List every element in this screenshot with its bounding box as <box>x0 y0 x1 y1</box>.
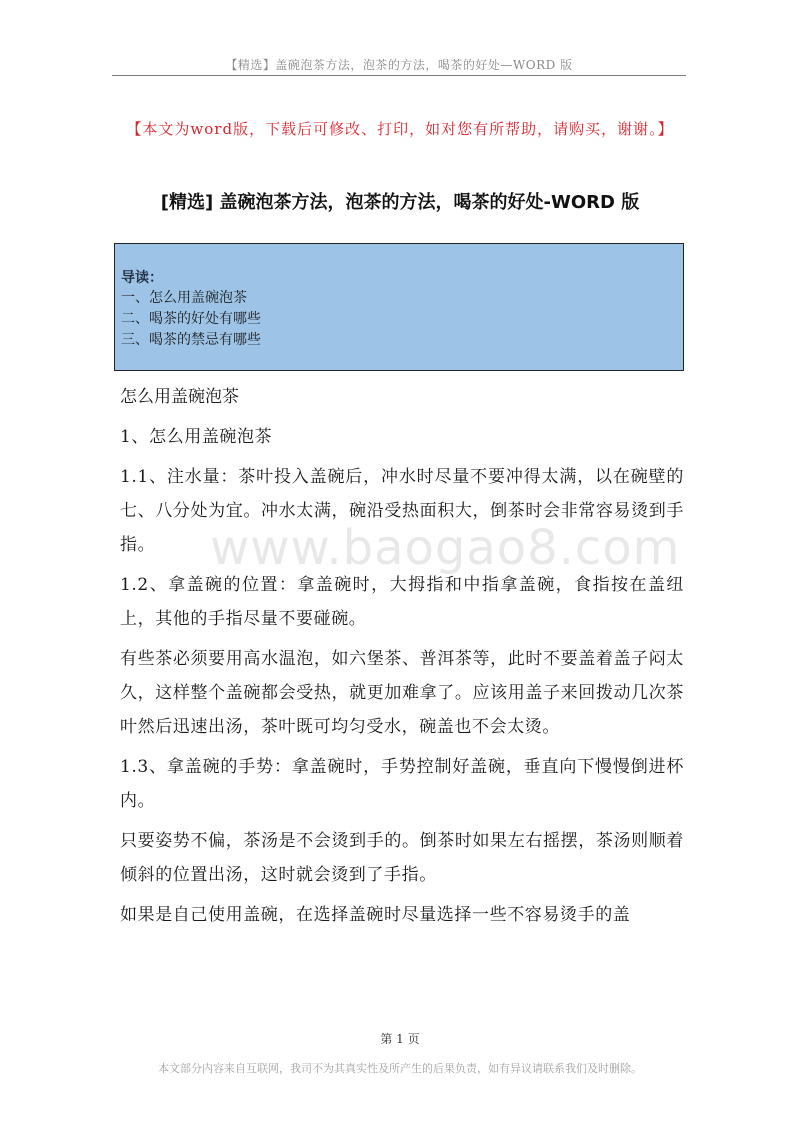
subsection-heading: 1、怎么用盖碗泡茶 <box>120 427 273 447</box>
footer-disclaimer: 本文部分内容来自互联网，我司不为其真实性及所产生的后果负责，如有异议请联系我们及时删除。 <box>158 1062 642 1075</box>
guide-item: 一、怎么用盖碗泡茶 <box>121 290 247 306</box>
body-paragraph: 1.3、拿盖碗的手势：拿盖碗时，手势控制好盖碗，垂直向下慢慢倒进杯内。 <box>120 757 684 811</box>
body-paragraph: 有些茶必须要用高水温泡，如六堡茶、普洱茶等，此时不要盖着盖子闷太久，这样整个盖碗都会受热，就更加难拿了。应该用盖子来回拨动几次茶叶然后迅速出汤，茶叶既可均匀受水，碗盖也不会太烫。 <box>120 649 684 737</box>
guide-item: 三、喝茶的禁忌有哪些 <box>121 332 261 348</box>
guide-box <box>114 243 684 371</box>
body-paragraph: 只要姿势不偏，茶汤是不会烫到手的。倒茶时如果左右摇摆，茶汤则顺着倾斜的位置出汤，这时就会烫到了手指。 <box>120 831 684 885</box>
body-text <box>120 420 684 938</box>
document-title: [精选] 盖碗泡茶方法，泡茶的方法，喝茶的好处-WORD 版 <box>160 192 640 213</box>
body-paragraph: 如果是自己使用盖碗，在选择盖碗时尽量选择一些不容易烫手的盖 <box>120 905 631 925</box>
guide-item: 二、喝茶的好处有哪些 <box>121 311 261 327</box>
body-paragraph: 1.2、拿盖碗的位置：拿盖碗时，大拇指和中指拿盖碗，食指按在盖纽上，其他的手指尽量不要碰碗。 <box>120 575 684 629</box>
purchase-notice: 【本文为word版，下载后可修改、打印，如对您有所帮助，请购买，谢谢。】 <box>126 120 674 138</box>
page-number: 第 1 页 <box>380 1032 420 1046</box>
watermark: www.baogao8.com <box>210 520 681 576</box>
section-heading: 怎么用盖碗泡茶 <box>120 387 239 407</box>
guide-title: 导读： <box>121 270 163 286</box>
body-paragraph: 1.1、注水量：茶叶投入盖碗后，冲水时尽量不要冲得太满，以在碗壁的七、八分处为宜。冲水太满，碗沿受热面积大，倒茶时会非常容易烫到手指。 <box>120 467 684 555</box>
running-header: 【精选】盖碗泡茶方法，泡茶的方法，喝茶的好处—WORD 版 <box>225 58 573 72</box>
header-divider <box>112 75 686 76</box>
